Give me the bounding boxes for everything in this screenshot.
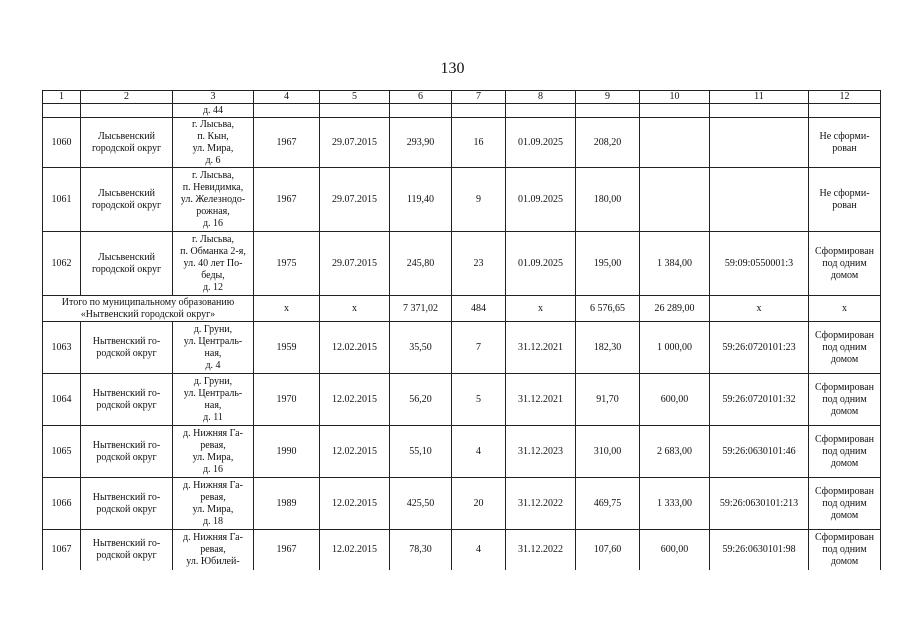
header-cell: 2: [81, 91, 173, 104]
cell-residents: 23: [452, 232, 506, 296]
cell-address: д. Нижняя Га- ревая, ул. Мира, д. 18: [173, 478, 254, 530]
header-cell: 5: [320, 91, 390, 104]
header-cell: 12: [809, 91, 881, 104]
page-number: 130: [440, 60, 465, 77]
cell-cadastral: 59:26:0630101:213: [710, 478, 809, 530]
cell-empty: [506, 104, 576, 118]
cell-date: 12.02.2015: [320, 322, 390, 374]
cell-empty: [254, 104, 320, 118]
cell-year: 1967: [254, 168, 320, 232]
cell-empty: [710, 104, 809, 118]
header-cell: 8: [506, 91, 576, 104]
cell-col9: 469,75: [576, 478, 640, 530]
cell-date: 29.07.2015: [320, 118, 390, 168]
cell-year: 1967: [254, 118, 320, 168]
total-col9: 6 576,65: [576, 296, 640, 322]
cell-col9: 310,00: [576, 426, 640, 478]
cell-empty: [640, 104, 710, 118]
cell-area: 425,50: [390, 478, 452, 530]
cell-empty: [809, 104, 881, 118]
cell-district: Нытвенский го- родской округ: [81, 530, 173, 570]
total-row: [43, 296, 881, 322]
cell-deadline: 01.09.2025: [506, 118, 576, 168]
cell-cadastral: 59:26:0630101:46: [710, 426, 809, 478]
cell-cadastral: 59:26:0630101:98: [710, 530, 809, 570]
cell-district: Нытвенский го- родской округ: [81, 322, 173, 374]
cell-status: Сформирован под одним домом: [809, 478, 881, 530]
cell-area: 293,90: [390, 118, 452, 168]
header-cell: 10: [640, 91, 710, 104]
header-cell: 6: [390, 91, 452, 104]
cell-year: 1959: [254, 322, 320, 374]
cell-address: г. Лысьва, п. Невидимка, ул. Железнодо- рожная, д. 16: [173, 168, 254, 232]
cell-col10: 2 683,00: [640, 426, 710, 478]
cell-status: Не сформи- рован: [809, 168, 881, 232]
cell-residents: 4: [452, 530, 506, 570]
header-cell: 7: [452, 91, 506, 104]
cell-col9: 180,00: [576, 168, 640, 232]
housing-table: [42, 90, 881, 570]
total-year: х: [254, 296, 320, 322]
cell-address: г. Лысьва, п. Обманка 2-я, ул. 40 лет По- беды, д. 12: [173, 232, 254, 296]
cell-status: Сформирован под одним домом: [809, 322, 881, 374]
cell-deadline: 31.12.2021: [506, 374, 576, 426]
cell-col10: [640, 118, 710, 168]
cell-area: 56,20: [390, 374, 452, 426]
cell-empty: [576, 104, 640, 118]
cell-district: Нытвенский го- родской округ: [81, 374, 173, 426]
cell-date: 29.07.2015: [320, 168, 390, 232]
header-cell: 11: [710, 91, 809, 104]
cell-status: Сформирован под одним домом: [809, 530, 881, 570]
cell-date: 12.02.2015: [320, 478, 390, 530]
cell-number: 1064: [43, 374, 81, 426]
cell-empty: [390, 104, 452, 118]
cell-col10: [640, 168, 710, 232]
cell-date: 12.02.2015: [320, 374, 390, 426]
header-cell: 3: [173, 91, 254, 104]
cell-area: 245,80: [390, 232, 452, 296]
cell-address: д. Нижняя Га- ревая, ул. Мира, д. 16: [173, 426, 254, 478]
cell-residents: 9: [452, 168, 506, 232]
cell-number: 1066: [43, 478, 81, 530]
cell-district: Лысьвенский городской округ: [81, 118, 173, 168]
cell-col9: 182,30: [576, 322, 640, 374]
cell-date: 12.02.2015: [320, 426, 390, 478]
continuation-row: [43, 104, 881, 118]
table-row: [43, 232, 881, 296]
cell-cadastral: 59:26:0720101:32: [710, 374, 809, 426]
cell-date: 12.02.2015: [320, 530, 390, 570]
cell-deadline: 31.12.2023: [506, 426, 576, 478]
total-area: 7 371,02: [390, 296, 452, 322]
cell-number: 1063: [43, 322, 81, 374]
table-row: [43, 168, 881, 232]
cell-number: 1067: [43, 530, 81, 570]
cell-cadastral: [710, 168, 809, 232]
table-row: [43, 118, 881, 168]
cell-number: 1062: [43, 232, 81, 296]
table-row: [43, 374, 881, 426]
cell-area: 78,30: [390, 530, 452, 570]
cell-district: Нытвенский го- родской округ: [81, 478, 173, 530]
cell-status: Сформирован под одним домом: [809, 374, 881, 426]
cell-col9: 195,00: [576, 232, 640, 296]
cell-empty: [43, 104, 81, 118]
cell-deadline: 31.12.2022: [506, 530, 576, 570]
cell-year: 1970: [254, 374, 320, 426]
cell-deadline: 01.09.2025: [506, 168, 576, 232]
cell-empty: [452, 104, 506, 118]
cell-cadastral: [710, 118, 809, 168]
cell-residents: 4: [452, 426, 506, 478]
cell-deadline: 31.12.2021: [506, 322, 576, 374]
cell-address: г. Лысьва, п. Кын, ул. Мира, д. 6: [173, 118, 254, 168]
cell-status: Сформирован под одним домом: [809, 232, 881, 296]
total-date: х: [320, 296, 390, 322]
table-row: [43, 478, 881, 530]
cell-district: Лысьвенский городской округ: [81, 168, 173, 232]
cell-col10: 600,00: [640, 374, 710, 426]
header-cell: 9: [576, 91, 640, 104]
cell-col10: 1 333,00: [640, 478, 710, 530]
table-row: [43, 426, 881, 478]
total-residents: 484: [452, 296, 506, 322]
cell-area: 119,40: [390, 168, 452, 232]
total-cadastral: х: [710, 296, 809, 322]
cell-area: 55,10: [390, 426, 452, 478]
total-label: Итого по муниципальному образованию «Нытвенский городской округ»: [43, 296, 254, 322]
cell-residents: 5: [452, 374, 506, 426]
cell-deadline: 31.12.2022: [506, 478, 576, 530]
cell-area: 35,50: [390, 322, 452, 374]
cell-year: 1975: [254, 232, 320, 296]
cell-empty: [320, 104, 390, 118]
cell-year: 1967: [254, 530, 320, 570]
cell-address: д. Груни, ул. Централь- ная, д. 11: [173, 374, 254, 426]
cell-residents: 20: [452, 478, 506, 530]
table-row: [43, 530, 881, 570]
total-deadline: х: [506, 296, 576, 322]
cell-year: 1989: [254, 478, 320, 530]
cell-address: д. 44: [173, 104, 254, 118]
cell-col9: 208,20: [576, 118, 640, 168]
cell-district: Лысьвенский городской округ: [81, 232, 173, 296]
cell-col10: 1 000,00: [640, 322, 710, 374]
cell-col9: 91,70: [576, 374, 640, 426]
cell-empty: [81, 104, 173, 118]
cell-number: 1061: [43, 168, 81, 232]
header-row: [43, 91, 881, 104]
cell-address: д. Нижняя Га- ревая, ул. Юбилей-: [173, 530, 254, 570]
cell-col10: 600,00: [640, 530, 710, 570]
cell-cadastral: 59:09:0550001:3: [710, 232, 809, 296]
cell-date: 29.07.2015: [320, 232, 390, 296]
cell-residents: 16: [452, 118, 506, 168]
cell-col9: 107,60: [576, 530, 640, 570]
cell-status: Сформирован под одним домом: [809, 426, 881, 478]
cell-residents: 7: [452, 322, 506, 374]
cell-status: Не сформи- рован: [809, 118, 881, 168]
total-col10: 26 289,00: [640, 296, 710, 322]
total-status: х: [809, 296, 881, 322]
header-cell: 1: [43, 91, 81, 104]
cell-year: 1990: [254, 426, 320, 478]
cell-col10: 1 384,00: [640, 232, 710, 296]
cell-number: 1065: [43, 426, 81, 478]
header-cell: 4: [254, 91, 320, 104]
cell-district: Нытвенский го- родской округ: [81, 426, 173, 478]
cell-number: 1060: [43, 118, 81, 168]
table-row: [43, 322, 881, 374]
cell-address: д. Груни, ул. Централь- ная, д. 4: [173, 322, 254, 374]
cell-deadline: 01.09.2025: [506, 232, 576, 296]
cell-cadastral: 59:26:0720101:23: [710, 322, 809, 374]
